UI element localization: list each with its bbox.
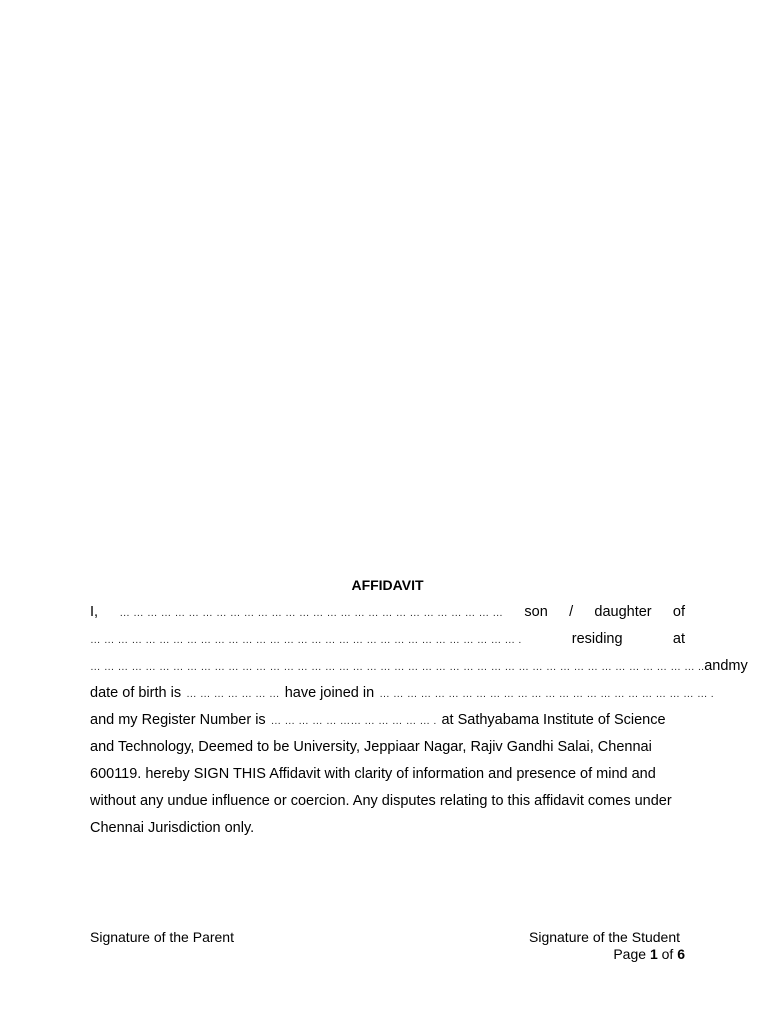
- body-text-residing: residing: [571, 631, 623, 647]
- dob-blank: … … … … … … …: [186, 688, 280, 700]
- body-text-son: son: [524, 604, 548, 620]
- address-blank: … … … … … … … … … … … … … … … … … … … … … … … … … … … … … … … … … … … … … … … … … … … … ..: [90, 661, 705, 673]
- body-line-2: [90, 626, 685, 653]
- body-text-at: at: [672, 631, 685, 647]
- body-text-daughter: daughter: [594, 604, 652, 620]
- register-number-blank: … … … … … …… … … … … … .: [270, 715, 437, 727]
- parent-signature-label: Signature of the Parent: [90, 929, 234, 945]
- body-text-of: of: [672, 604, 685, 620]
- body-text-and: and: [704, 658, 729, 674]
- page-number: [613, 946, 685, 962]
- parent-name-blank: … … … … … … … … … … … … … … … … … … … … … … … … … … … … … … … .: [90, 634, 522, 646]
- body-line-4: [90, 680, 714, 707]
- affidavit-title: AFFIDAVIT: [351, 577, 424, 593]
- body-text-slash: /: [569, 604, 574, 620]
- joined-blank: … … … … … … … … … … … … … … … … … … … … … … … … .: [379, 688, 714, 700]
- affidavit-body: [90, 599, 748, 836]
- name-blank: … … … … … … … … … … … … … … … … … … … … … … … … … … … …: [119, 607, 504, 619]
- body-text-my: my: [728, 658, 748, 674]
- body-paragraph-rest: and Technology, Deemed to be University, Jeppiaar Nagar, Rajiv Gandhi Salai, Chennai 600119. hereby SIGN THIS Affidavit with clarity of information and presence of mind and without any undue influence or coercion. Any disputes relating to this affidavit comes under Chennai Jurisdiction only.: [90, 739, 672, 836]
- body-text-register: and my Register Number is: [90, 712, 266, 728]
- body-text-dob: date of birth is: [90, 685, 182, 701]
- page-of: of: [661, 946, 674, 962]
- body-text-i: I,: [90, 604, 99, 620]
- body-text-joined: have joined in: [284, 685, 375, 701]
- body-text-institute: at Sathyabama Institute of Science: [441, 712, 666, 728]
- body-line-5: [90, 707, 685, 734]
- page-current: 1: [649, 946, 658, 962]
- student-signature-label: Signature of the Student: [529, 929, 680, 945]
- page-total: 6: [677, 946, 685, 962]
- page-label: Page: [613, 946, 647, 962]
- body-line-1: [90, 599, 685, 626]
- body-line-3: [90, 653, 748, 680]
